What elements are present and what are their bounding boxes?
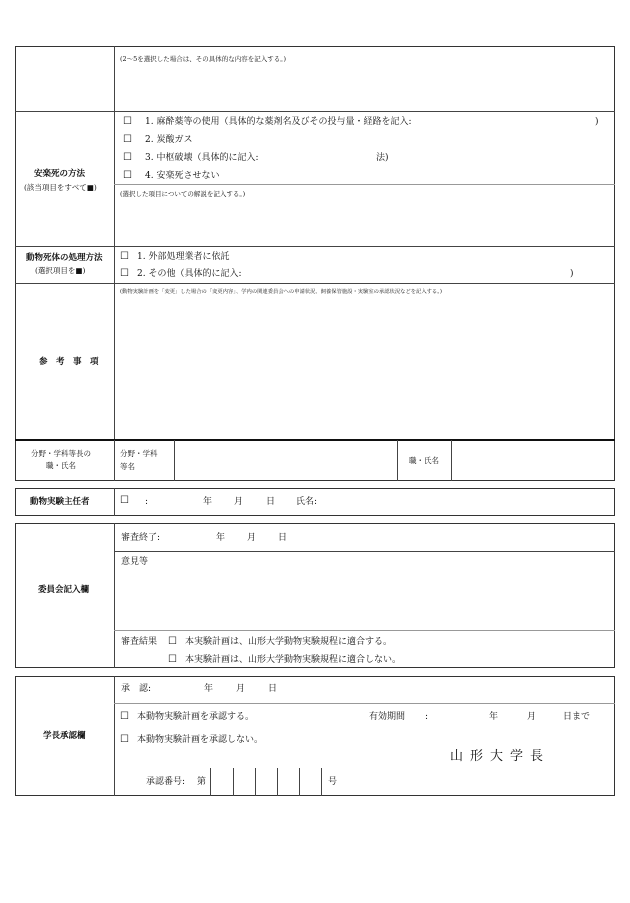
dept-field-label-line2: 等名	[120, 462, 135, 471]
supervisor-colon: :	[145, 497, 149, 507]
euthanasia-option-4: 4. 安楽死させない	[145, 171, 220, 181]
disposal-checkbox-1[interactable]: ☐	[120, 251, 129, 262]
approval-day: 日	[268, 684, 278, 694]
review-result-checkbox-1[interactable]: ☐	[168, 636, 177, 647]
review-end-year: 年	[216, 533, 226, 543]
disposal-option-2: 2. その他（具体的に記入:	[137, 269, 242, 279]
committee-row-divider-1	[114, 551, 615, 552]
euthanasia-checkbox-2[interactable]: ☐	[123, 134, 132, 145]
valid-period-label: 有効期間	[369, 712, 406, 722]
president-seal: 山形大学長	[450, 749, 551, 764]
dept-divider-3	[397, 440, 398, 481]
approval-label: 承 認:	[121, 684, 152, 694]
row-divider-1	[15, 111, 615, 112]
reference-note: (動物実験計画を「変更」した場合の「変更内容」、学内の関連委員会への申請状況、飼養保管施設・実験室の承認状況などを記入する。)	[120, 289, 442, 295]
supervisor-year: 年	[203, 497, 213, 507]
reject-checkbox[interactable]: ☐	[120, 734, 129, 745]
main-table-divider	[114, 46, 115, 440]
review-result-checkbox-2[interactable]: ☐	[168, 654, 177, 665]
disposal-option-1: 1. 外部処理業者に依託	[137, 252, 230, 262]
supervisor-day: 日	[266, 497, 276, 507]
disposal-option-2-close: )	[570, 269, 574, 279]
committee-label: 委員会記入欄	[38, 585, 90, 595]
specific-content-note: (2〜5を選択した場合は、その具体的な内容を記入する。)	[120, 55, 287, 63]
valid-month: 月	[527, 712, 537, 722]
euthanasia-checkbox-4[interactable]: ☐	[123, 170, 132, 181]
euthanasia-option-2: 2. 炭酸ガス	[145, 135, 193, 145]
row-divider-2	[15, 246, 615, 247]
dept-field-input[interactable]	[175, 441, 396, 480]
dept-head-label-line2: 職・氏名	[46, 461, 76, 470]
approval-year: 年	[204, 684, 214, 694]
approval-number-suffix: 号	[328, 777, 338, 787]
review-result-option-2: 本実験計画は、山形大学動物実験規程に適合しない。	[185, 655, 402, 665]
euthanasia-option-3: 3. 中枢破壊（具体的に記入:	[145, 153, 259, 163]
valid-year: 年	[489, 712, 499, 722]
number-box-line-6	[321, 768, 322, 796]
review-end-day: 日	[278, 533, 288, 543]
euthanasia-label: 安楽死の方法	[34, 169, 86, 179]
supervisor-month: 月	[234, 497, 244, 507]
review-end-label: 審査終了:	[121, 533, 161, 543]
euthanasia-option-1: 1. 麻酔薬等の使用（具体的な薬剤名及びその投与量・経路を記入:	[145, 117, 412, 127]
approval-month: 月	[236, 684, 246, 694]
approve-checkbox[interactable]: ☐	[120, 711, 129, 722]
dept-role-label: 職・氏名	[409, 456, 439, 465]
president-label: 学長承認欄	[43, 731, 86, 741]
review-result-label: 審査結果	[121, 637, 158, 647]
approval-number-prefix: 第	[197, 777, 207, 787]
euthanasia-inner-divider	[114, 184, 615, 185]
approve-option: 本動物実験計画を承認する。	[137, 712, 255, 722]
dept-field-label-line1: 分野・学科	[120, 449, 158, 458]
dept-role-input[interactable]	[452, 441, 614, 480]
approval-number-label: 承認番号:	[146, 777, 186, 787]
disposal-label: 動物死体の処理方法	[26, 253, 103, 263]
supervisor-name-label: 氏名:	[296, 497, 318, 507]
review-end-month: 月	[247, 533, 257, 543]
review-result-option-1: 本実験計画は、山形大学動物実験規程に適合する。	[185, 637, 393, 647]
disposal-sublabel: (選択項目を■)	[35, 266, 86, 275]
euthanasia-sublabel: (該当項目をすべて■)	[24, 183, 97, 192]
reference-label: 参 考 事 項	[39, 357, 99, 367]
euthanasia-option-3-suffix: 法)	[376, 153, 389, 163]
euthanasia-checkbox-3[interactable]: ☐	[123, 152, 132, 163]
supervisor-divider	[114, 488, 115, 516]
approval-number-input[interactable]	[211, 769, 321, 795]
euthanasia-note: (選択した項目についての解説を記入する。)	[120, 190, 246, 198]
dept-divider-1	[114, 440, 115, 481]
row-divider-3	[15, 283, 615, 284]
disposal-checkbox-2[interactable]: ☐	[120, 268, 129, 279]
euthanasia-checkbox-1[interactable]: ☐	[123, 116, 132, 127]
opinion-input[interactable]	[115, 569, 614, 629]
reject-option: 本動物実験計画を承認しない。	[137, 735, 264, 745]
dept-head-label-line1: 分野・学科等長の	[31, 449, 91, 458]
supervisor-label: 動物実験主任者	[30, 497, 90, 507]
valid-period-colon: :	[425, 712, 429, 722]
president-row-divider	[114, 703, 615, 704]
valid-until: 日まで	[563, 712, 591, 722]
supervisor-checkbox[interactable]: ☐	[120, 495, 129, 506]
opinion-label: 意見等	[121, 557, 149, 567]
president-divider	[114, 676, 115, 796]
committee-row-divider-2	[114, 630, 615, 631]
euthanasia-option-1-close: )	[595, 117, 599, 127]
